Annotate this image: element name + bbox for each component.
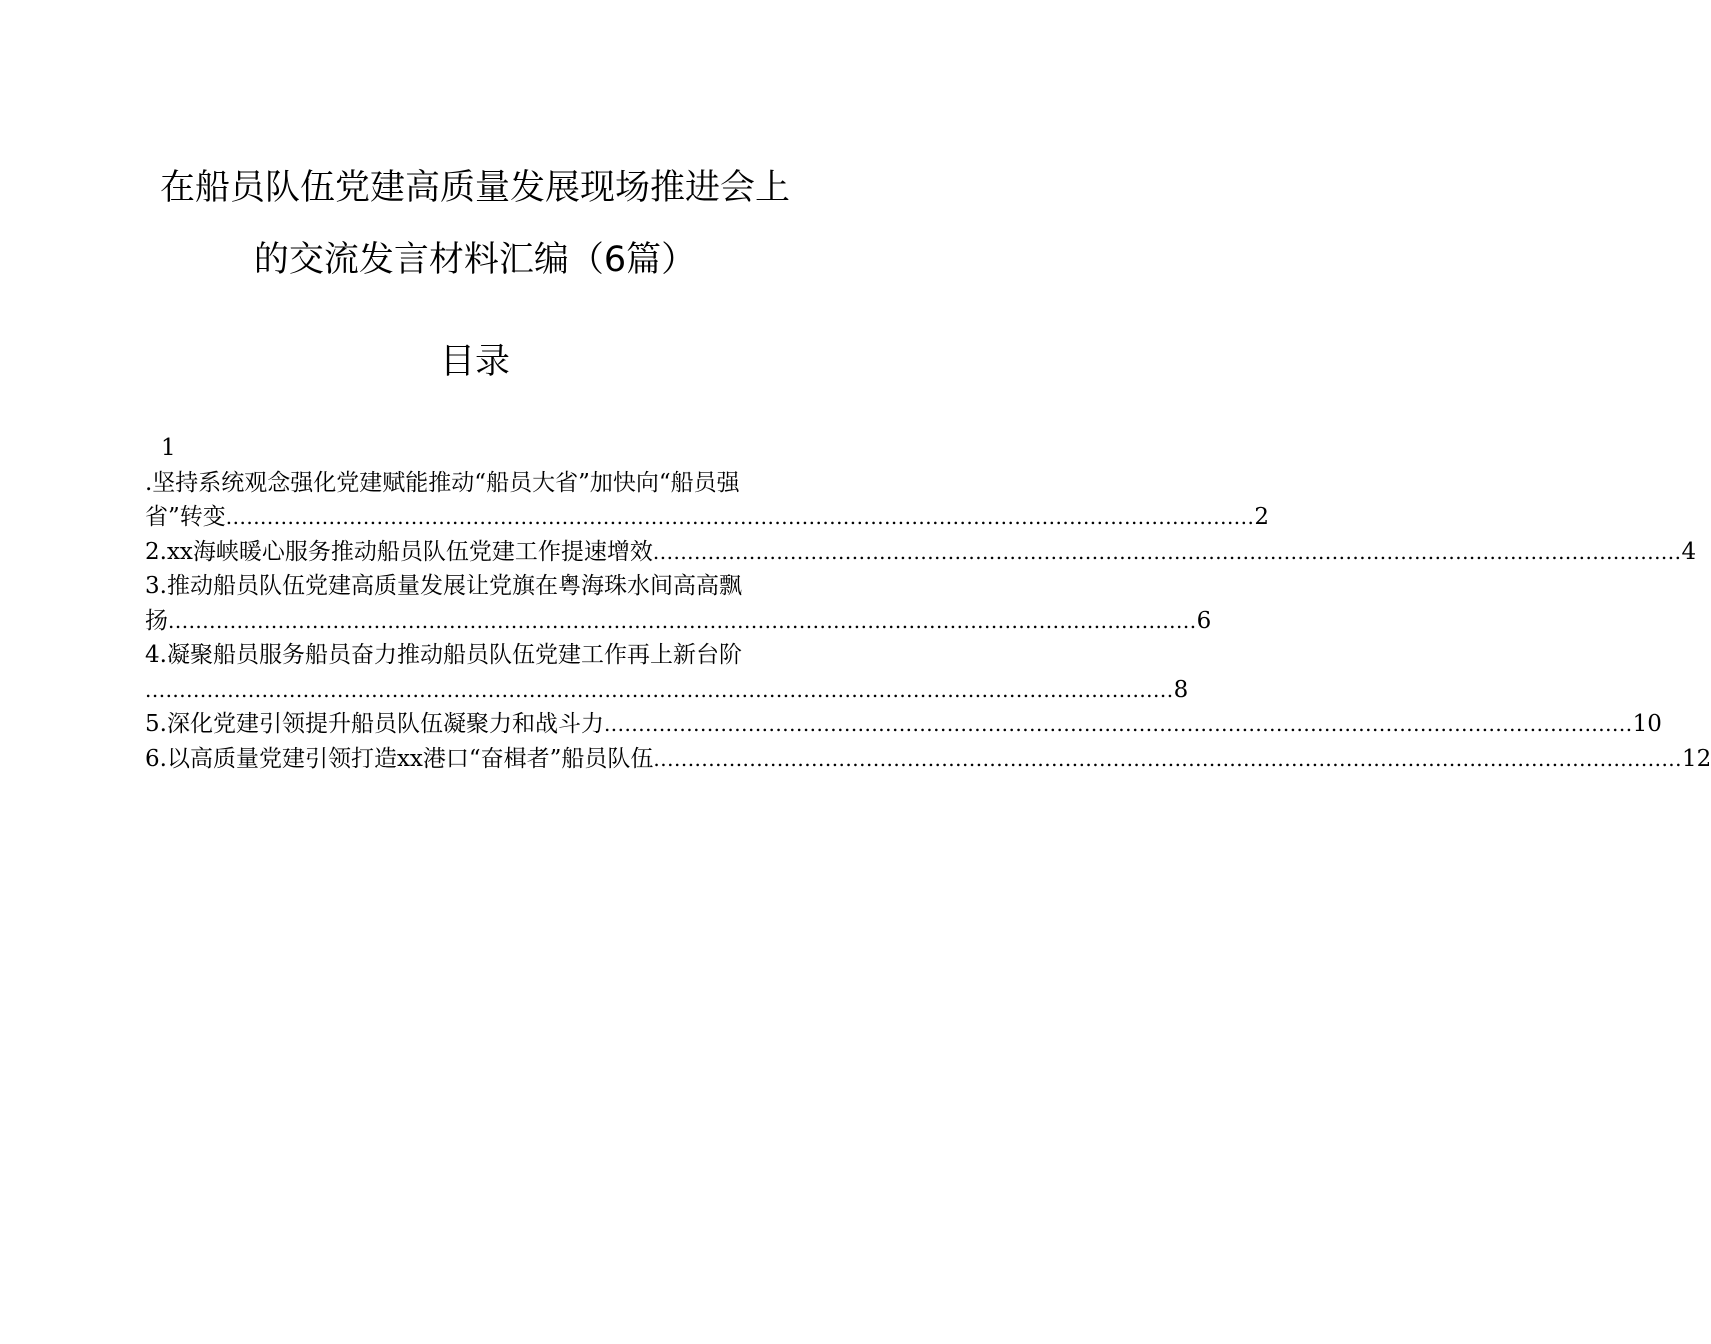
toc-entry-last-line [145, 673, 1189, 708]
table-of-contents [145, 431, 1711, 776]
document-title-line-1: 在船员队伍党建高质量发展现场推进会上 [159, 168, 790, 208]
toc-entry-title: 5.深化党建引领提升船员队伍凝聚力和战斗力 [145, 711, 604, 737]
dot-leader: ...................................................................................................................................................... [652, 539, 1682, 564]
toc-entry-title: .坚持系统观念强化党建赋能推动“船员大省”加快向“船员强 [145, 469, 740, 496]
toc-entry-3[interactable] [145, 569, 1212, 638]
toc-entry-4[interactable] [145, 638, 1189, 707]
toc-entry-title-continued: 扬 [145, 607, 168, 634]
dot-leader: ...................................................................................................................................................... [225, 505, 1255, 529]
toc-entry-title: 4.凝聚船员服务船员奋力推动船员队伍党建工作再上新台阶 [145, 642, 742, 668]
toc-page-number: 10 [1632, 711, 1662, 737]
toc-page-number: 6 [1196, 607, 1212, 634]
toc-entry-number: 1 [161, 435, 176, 461]
toc-page-number: 4 [1681, 538, 1697, 565]
toc-entry-6[interactable] [145, 742, 1711, 777]
toc-page-number: 8 [1173, 676, 1189, 703]
toc-entry-last-line [145, 604, 1212, 639]
toc-entry-1[interactable] [145, 431, 1270, 535]
toc-page-number: 2 [1254, 504, 1270, 530]
dot-leader: ...................................................................................................................................................... [168, 608, 1197, 633]
document-title-line-2: 的交流发言材料汇编（6篇） [253, 240, 697, 280]
toc-entry-2[interactable] [145, 535, 1697, 570]
toc-heading: 目录 [439, 342, 510, 382]
toc-entry-title-continued: 省”转变 [145, 504, 226, 530]
toc-entry-last-line [145, 742, 1711, 777]
toc-entry-last-line [145, 500, 1270, 535]
dot-leader: ...................................................................................................................................................... [653, 746, 1683, 771]
toc-entry-title: 2.xx海峡暖心服务推动船员队伍党建工作提速增效 [145, 538, 653, 565]
toc-entry-last-line [145, 535, 1697, 570]
dot-leader: ...................................................................................................................................................... [603, 712, 1633, 736]
toc-entry-title: 6.以高质量党建引领打造xx港口“奋楫者”船员队伍 [145, 745, 654, 772]
toc-page-number: 12 [1682, 745, 1711, 772]
dot-leader: ...................................................................................................................................................... [145, 677, 1174, 702]
toc-entry-last-line [145, 707, 1662, 742]
toc-entry-5[interactable] [145, 707, 1662, 742]
toc-entry-title: 3.推动船员队伍党建高质量发展让党旗在粤海珠水间高高飘 [145, 573, 742, 599]
